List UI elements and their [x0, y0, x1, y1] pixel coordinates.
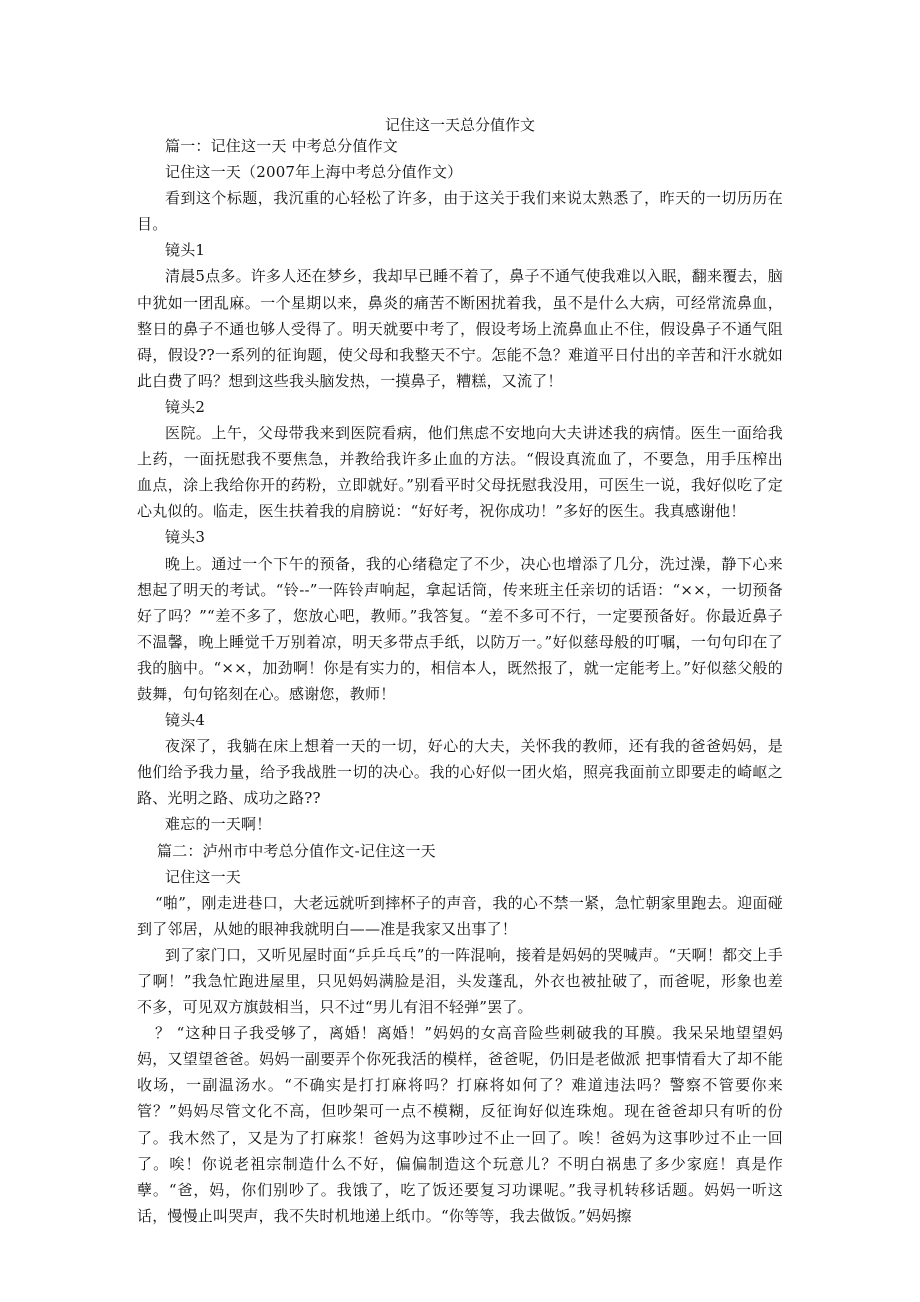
- paragraph: 夜深了，我躺在床上想着一天的一切，好心的大夫，关怀我的教师，还有我的爸爸妈妈，是他们给予我力量，给予我战胜一切的决心。我的心好似一团火焰，照亮我面前立即要走的崎岖之路、光明之路、成功之路??: [137, 737, 783, 808]
- paragraph: ？ “这种日子我受够了，离婚！离婚！”妈妈的女高音险些刺破我的耳膜。我呆呆地望望妈妈，又望望爸爸。妈妈一副要弄个你死我活的模样，爸爸呢，仍旧是老做派 把事情看大了却不能收场，一副温汤水。“不确实是打打麻将吗？打麻将如何了？难道违法吗？警察不管要你来管？”妈妈尽管文化不高，但吵架可一点不模糊，反征询好似连珠炮。现在爸爸却只有听的份了。我木然了，又是为了打麻浆！爸妈为这事吵过不止一回了。唉！爸妈为这事吵过不止一回了。唉！你说老祖宗制造什么不好，偏偏制造这个玩意儿？不明白祸患了多少家庭！真是作孽。“爸，妈，你们别吵了。我饿了，吃了饭还要复习功课呢。”我寻机转移话题。妈妈一听这话，慢慢止叫哭声，我不失时机地递上纸巾。“你等等，我去做饭。”妈妈擦: [137, 1024, 783, 1225]
- paragraph: 篇一：记住这一天 中考总分值作文: [165, 137, 398, 155]
- paragraph: 记住这一天: [165, 867, 242, 886]
- paragraph: 难忘的一天啊！: [165, 815, 272, 834]
- document-title: 记住这一天总分值作文: [384, 116, 535, 134]
- paragraph: 看到这个标题，我沉重的心轻松了许多，由于这关于我们来说太熟悉了，昨天的一切历历在目。: [137, 189, 783, 234]
- paragraph: 镜头2: [165, 397, 206, 416]
- paragraph: “啪”，刚走进巷口，大老远就听到摔杯子的声音，我的心不禁一紧，急忙朝家里跑去。迎面碰到了邻居，从她的眼神我就明白——准是我家又出事了！: [137, 893, 783, 938]
- paragraph: 镜头4: [165, 711, 206, 730]
- paragraph: 记住这一天（2007年上海中考总分值作文）: [165, 163, 463, 182]
- paragraph: 镜头1: [165, 241, 206, 260]
- paragraph: 晚上。通过一个下午的预备，我的心绪稳定了不少，决心也增添了几分，洗过澡，静下心来想起了明天的考试。“铃--”一阵铃声响起，拿起话筒，传来班主任亲切的话语：“××，一切预备好了吗？”“差不多了，您放心吧，教师。”我答复。“差不多可不行，一定要预备好。你最近鼻子不温馨，晚上睡觉千万别着凉，明天多带点手纸，以防万一。”好似慈母般的叮嘱，一句句印在了我的脑中。“××，加劲啊！你是有实力的，相信本人，既然报了，就一定能考上。”好似慈父般的鼓舞，句句铭刻在心。感谢您，教师！: [137, 554, 783, 703]
- paragraph: 镜头3: [165, 528, 206, 547]
- paragraph: 到了家门口，又听见屋时面“乒乒乓乓”的一阵混响，接着是妈妈的哭喊声。“天啊！都交上手了啊！”我急忙跑进屋里，只见妈妈满脸是泪，头发蓬乱，外衣也被扯破了，而爸呢，形象也差不多，可见双方旗鼓相当，只不过“男儿有泪不轻弹”罢了。: [137, 945, 783, 1017]
- document-body: [137, 133, 783, 1229]
- paragraph: 医院。上午，父母带我来到医院看病，他们焦虑不安地向大夫讲述我的病情。医生一面给我上药，一面抚慰我不要焦急，并教给我许多止血的方法。“假设真流血了，不要急，用手压榨出血点，涂上我给你开的药粉，立即就好。”别看平时父母抚慰我没用，可医生一说，我好似吃了定心丸似的。临走，医生扶着我的肩膀说：“好好考，祝你成功！”多好的医生。我真感谢他！: [137, 424, 783, 521]
- paragraph: 篇二：泸州市中考总分值作文-记住这一天: [157, 841, 436, 860]
- paragraph: 清晨5点多。许多人还在梦乡，我却早已睡不着了，鼻子不通气使我难以入眠，翻来覆去，脑中犹如一团乱麻。一个星期以来，鼻炎的痛苦不断困扰着我，虽不是什么大病，可经常流鼻血，整日的鼻子不通也够人受得了。明天就要中考了，假设考场上流鼻血止不住，假设鼻子不通气阻碍，假设??一系列的征询题，使父母和我整天不宁。怎能不急？难道平日付出的辛苦和汗水就如此白费了吗？想到这些我头脑发热，一摸鼻子，糟糕，又流了！: [137, 267, 783, 390]
